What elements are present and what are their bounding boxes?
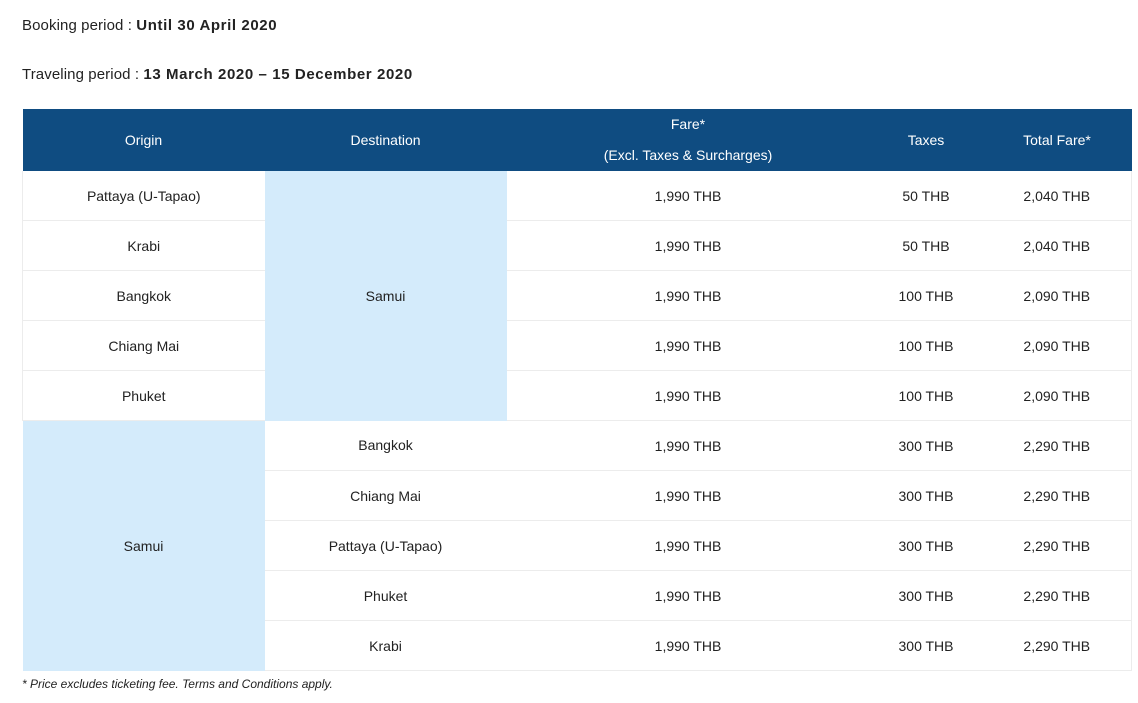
traveling-period-label: Traveling period : [22,66,144,83]
destination-cell-merged: Samui [265,171,507,421]
origin-cell: Chiang Mai [23,321,265,371]
origin-cell: Krabi [23,221,265,271]
taxes-cell: 100 THB [870,321,983,371]
taxes-cell: 300 THB [870,471,983,521]
taxes-cell: 300 THB [870,421,983,471]
fare-cell: 1,990 THB [507,471,870,521]
table-row [23,321,1132,371]
fare-cell: 1,990 THB [507,521,870,571]
fare-cell: 1,990 THB [507,371,870,421]
header-fare [507,109,870,171]
total-fare-cell: 2,090 THB [983,371,1132,421]
header-destination: Destination [350,131,421,148]
taxes-cell: 100 THB [870,371,983,421]
booking-period-label: Booking period : [22,17,137,34]
taxes-cell: 50 THB [870,221,983,271]
taxes-cell: 300 THB [870,621,983,671]
total-fare-cell: 2,040 THB [983,171,1132,221]
fare-cell: 1,990 THB [507,271,870,321]
table-row [23,421,1132,471]
booking-period [22,17,277,34]
fare-cell: 1,990 THB [507,571,870,621]
destination-cell: Bangkok [265,421,507,471]
table-row [23,221,1132,271]
origin-cell: Phuket [23,371,265,421]
traveling-period [22,66,413,83]
table-row [23,371,1132,421]
taxes-cell: 300 THB [870,521,983,571]
destination-cell: Chiang Mai [265,471,507,521]
total-fare-cell: 2,290 THB [983,421,1132,471]
total-fare-cell: 2,290 THB [983,471,1132,521]
total-fare-cell: 2,090 THB [983,271,1132,321]
origin-cell: Bangkok [23,271,265,321]
total-fare-cell: 2,290 THB [983,571,1132,621]
total-fare-cell: 2,090 THB [983,321,1132,371]
taxes-cell: 300 THB [870,571,983,621]
taxes-cell: 100 THB [870,271,983,321]
header-fare-line1: Fare* [670,116,706,132]
fare-cell: 1,990 THB [507,221,870,271]
fare-cell: 1,990 THB [507,621,870,671]
booking-period-value: Until 30 April 2020 [136,17,278,34]
fare-cell: 1,990 THB [507,421,870,471]
header-origin: Origin [124,131,163,148]
header-total-fare: Total Fare* [1023,131,1091,148]
total-fare-cell: 2,290 THB [983,521,1132,571]
fare-cell: 1,990 THB [507,171,870,221]
table-row [23,171,1132,221]
header-taxes: Taxes [907,131,945,148]
destination-cell: Phuket [265,571,507,621]
destination-cell: Pattaya (U-Tapao) [265,521,507,571]
origin-cell: Pattaya (U-Tapao) [23,171,265,221]
table-row [23,271,1132,321]
traveling-period-value: 13 March 2020 – 15 December 2020 [143,66,413,83]
destination-cell: Krabi [265,621,507,671]
fare-table-body [23,171,1132,671]
header-fare-line2: (Excl. Taxes & Surcharges) [603,147,773,163]
header-row [23,109,1132,171]
origin-cell-merged: Samui [23,421,265,671]
fare-table-header [23,109,1132,171]
fare-table [22,109,1132,671]
taxes-cell: 50 THB [870,171,983,221]
total-fare-cell: 2,040 THB [983,221,1132,271]
footnote: * Price excludes ticketing fee. Terms and Conditions apply. [22,677,333,691]
total-fare-cell: 2,290 THB [983,621,1132,671]
fare-cell: 1,990 THB [507,321,870,371]
